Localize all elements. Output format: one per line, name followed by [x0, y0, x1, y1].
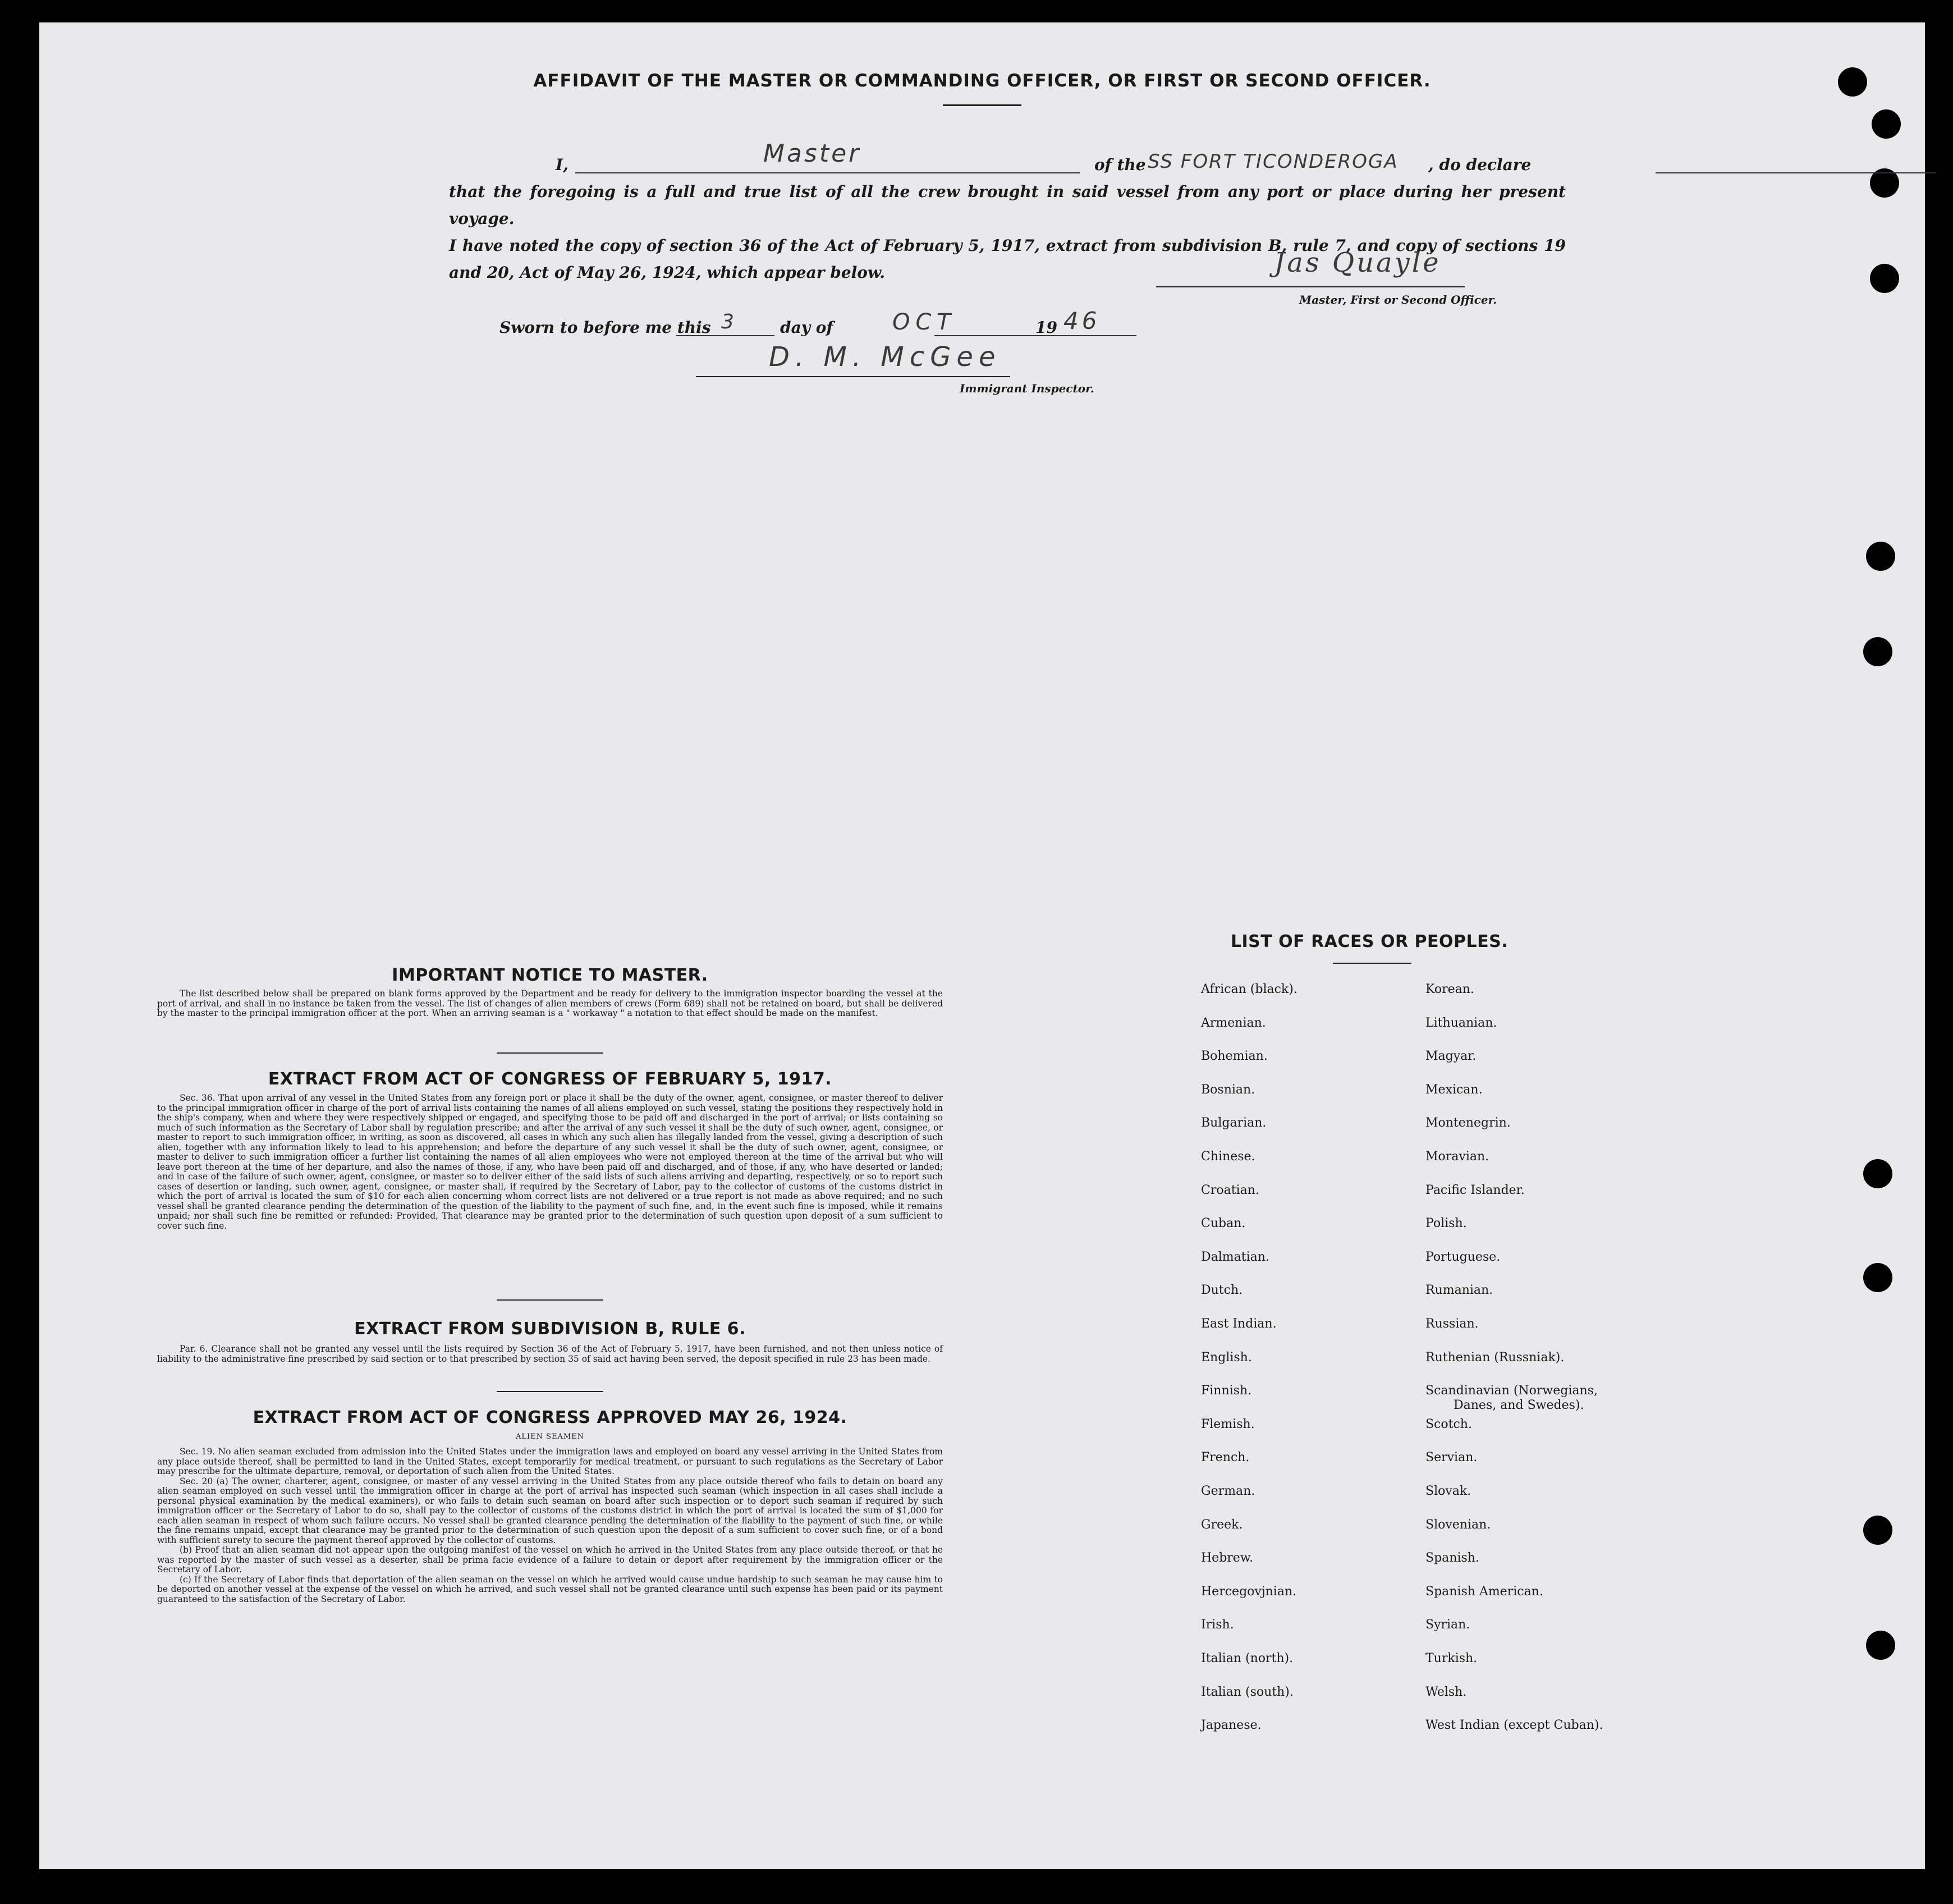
title-underline: [943, 104, 1021, 106]
extract-1924-text: [157, 1447, 943, 1604]
year-printed: 19: [1035, 318, 1057, 337]
document-page: [39, 22, 1925, 1869]
race-item-left: East Indian.: [1201, 1317, 1277, 1331]
race-item-right: Ruthenian (Russniak).: [1425, 1350, 1565, 1365]
race-item-right: Montenegrin.: [1425, 1116, 1511, 1130]
rule6-divider: [497, 1391, 603, 1392]
sworn-month-handwritten: OCT: [892, 309, 956, 335]
race-item-left: French.: [1201, 1450, 1250, 1465]
race-item-left: German.: [1201, 1484, 1255, 1498]
race-item-right: Welsh.: [1425, 1685, 1467, 1699]
punch-hole: [1872, 109, 1901, 139]
rule6-title: EXTRACT FROM SUBDIVISION B, RULE 6.: [354, 1319, 746, 1339]
sworn-line: [499, 307, 1229, 342]
sworn-pre: Sworn to before me this: [499, 318, 711, 337]
punch-hole: [1863, 1159, 1892, 1188]
race-item-right: Spanish.: [1425, 1551, 1479, 1566]
races-list: [1201, 982, 1706, 1768]
sec19-paragraph: Sec. 19. No alien seaman excluded from admission into the United States under the immigration laws and employed on board any vessel arriving in the United States from any place outside thereof, shall be permitted to land in the United States, except temporarily for medical treatment, or pursuant to such regulations as the Secretary of Labor may prescribe for the ultimate departure, removal, or deportation of such alien from the United States.: [157, 1447, 943, 1476]
race-item-left: Flemish.: [1201, 1417, 1255, 1431]
signature-caption: Master, First or Second Officer.: [1299, 293, 1497, 306]
races-underline: [1333, 963, 1411, 964]
race-item-right: Slovak.: [1425, 1484, 1471, 1498]
day-of-label: day of: [780, 318, 833, 337]
line1-post: , do declare: [1428, 155, 1532, 174]
sec36-paragraph: Sec. 36. That upon arrival of any vessel in the United States from any foreign port or place it shall be the duty of the owner, agent, consignee, or master thereof to deliver to the principal immigration officer in charge of the port of arrival lists containing the names of all aliens employed on such vessel, stating the positions they respectively hold in the ship's company, when and where they were respectively shipped or engaged, and specifying those to be paid off and discharged in the port of arrival; or lists containing so much of such information as the Secretary of Labor shall by regulation prescribe; and after the arrival of any such vessel it shall be the duty of such owner, agent, consignee, or master to report to such immigration officer, in writing, as soon as discovered, all cases in which any such alien has illegally landed from the vessel, giving a description of such alien, together with any information likely to lead to his apprehension; and before the departure of any such vessel it shall be the duty of such owner, agent, consignee, or master to deliver to such immigration officer a further list containing the names of all alien employees who were not employed thereon at the time of the arrival but who will leave port thereon at the time of her departure, and also the names of those, if any, who have been paid off and discharged, and of those, if any, who have deserted or landed; and in case of the failure of such owner, agent, consignee, or master so to deliver either of the said lists of such aliens arriving and departing, respectively, or so to report such cases of desertion or landing, such owner, agent, consignee, or master shall, if required by the Secretary of Labor, pay to the collector of customs of the customs district in which the port of arrival is located the sum of $10 for each alien concerning whom correct lists are not delivered or a true report is not made as above required; and no such vessel shall be granted clearance pending the determination of the question of the liability to the payment of such fine, and, in the event such fine is imposed, while it remains unpaid; nor shall such fine be remitted or refunded: Provided, That clearance may be granted prior to the determination of such question upon deposit of a sum sufficient to cover such fine.: [157, 1093, 943, 1231]
punch-hole: [1863, 1516, 1892, 1545]
vessel-blank: [1656, 155, 1936, 173]
punch-hole: [1866, 1631, 1895, 1660]
extract-1917-text: [157, 1093, 943, 1231]
race-item-right: Scandinavian (Norwegians,: [1425, 1384, 1598, 1398]
notice-text: [157, 989, 943, 1019]
rule6-paragraph: Par. 6. Clearance shall not be granted any vessel until the lists required by Section 36 of the Act of February 5, 1917, have been furnished, and not then unless notice of liability to the administrative fine prescribed by said section or to that prescribed by section 35 of said act having been served, the deposit specified in rule 23 has been made.: [157, 1344, 943, 1364]
race-item-left: Dutch.: [1201, 1283, 1243, 1298]
sec20a-paragraph: Sec. 20 (a) The owner, charterer, agent, consignee, or master of any vessel arriving in the United States from any place outside thereof who fails to detain on board any alien seaman employed on such vessel until the immigration officer in charge at the port of arrival has inspected such seaman (which inspection in all cases shall include a personal physical examination by the medical examiners), or who fails to detain such seaman on board after such inspection or to deport such seaman if required by such immigration officer or the Secretary of Labor to do so, shall pay to the collector of customs of the customs district in which the port of arrival is located the sum of $1,000 for each alien seaman in respect of whom such failure occurs. No vessel shall be granted clearance pending the determination of the liability to the payment of such fine, or while the fine remains unpaid, except that clearance may be granted prior to the determination of such question upon the deposit of a sum sufficient to cover such fine, or of a bond with sufficient surety to secure the payment thereof approved by the collector of customs.: [157, 1476, 943, 1545]
affidavit-line1: [449, 139, 1566, 178]
race-item-left: Italian (north).: [1201, 1651, 1294, 1665]
race-item-left: Chinese.: [1201, 1150, 1255, 1164]
race-item-right: Mexican.: [1425, 1082, 1483, 1097]
race-item-right-continuation: Danes, and Swedes).: [1454, 1398, 1584, 1413]
race-item-left: Bohemian.: [1201, 1049, 1268, 1064]
race-item-right: Korean.: [1425, 982, 1474, 996]
extract-1917-divider: [497, 1299, 603, 1301]
race-item-left: Bosnian.: [1201, 1082, 1255, 1097]
line1-of: of the: [1094, 155, 1146, 174]
affidavit-line2: that the foregoing is a full and true list of all the crew brought in said vessel from any port or place during her present voyage.: [449, 182, 1566, 228]
race-item-right: Slovenian.: [1425, 1517, 1491, 1532]
notice-title: IMPORTANT NOTICE TO MASTER.: [392, 965, 708, 985]
race-item-left: Finnish.: [1201, 1384, 1252, 1398]
race-item-right: Turkish.: [1425, 1651, 1478, 1665]
affidavit-line3: I have noted the copy of section 36 of the Act of February 5, 1917, extract from subdivision B, rule 7, and copy of sections 19: [449, 236, 1566, 255]
inspector-line: [696, 376, 1010, 377]
race-item-right: Russian.: [1425, 1317, 1479, 1331]
sec20c-paragraph: (c) If the Secretary of Labor finds that deportation of the alien seaman on the vessel on which he arrived would cause undue hardship to such seaman he may cause him to be deported on another vessel at the expense of the vessel on which he arrived, and such vessel shall not be granted clearance until such expense has been paid or its payment guaranteed to the satisfaction of the Secretary of Labor.: [157, 1574, 943, 1604]
line1-pre: I,: [556, 155, 569, 174]
race-item-left: Japanese.: [1201, 1718, 1262, 1733]
race-item-left: Hercegovjnian.: [1201, 1584, 1297, 1599]
race-item-right: Lithuanian.: [1425, 1015, 1497, 1030]
race-item-left: Dalmatian.: [1201, 1250, 1269, 1264]
sec20b-paragraph: (b) Proof that an alien seaman did not appear upon the outgoing manifest of the vessel on which he arrived in the United States from any place outside thereof, or that he was reported by the master of such vessel as a deserter, shall be prima facie evidence of a failure to detain or deport after requirement by the immigration officer or the Secretary of Labor.: [157, 1545, 943, 1575]
race-item-right: Magyar.: [1425, 1049, 1477, 1064]
race-item-right: Servian.: [1425, 1450, 1478, 1465]
race-item-left: African (black).: [1201, 982, 1298, 996]
race-item-right: Syrian.: [1425, 1618, 1470, 1632]
sworn-day-handwritten: 3: [721, 310, 736, 333]
race-item-left: Croatian.: [1201, 1183, 1259, 1197]
race-item-left: Italian (south).: [1201, 1685, 1294, 1699]
race-item-right: Scotch.: [1425, 1417, 1472, 1431]
race-item-right: Pacific Islander.: [1425, 1183, 1525, 1197]
notice-divider: [497, 1052, 603, 1054]
race-item-right: Spanish American.: [1425, 1584, 1543, 1599]
race-item-left: English.: [1201, 1350, 1252, 1365]
inspector-caption: Immigrant Inspector.: [960, 382, 1094, 395]
extract-1924-subtitle: ALIEN SEAMEN: [515, 1432, 585, 1441]
punch-hole: [1863, 637, 1892, 666]
races-title: LIST OF RACES OR PEOPLES.: [1230, 932, 1509, 951]
signature-line: [1156, 286, 1465, 287]
race-item-right: Portuguese.: [1425, 1250, 1501, 1264]
punch-hole: [1866, 542, 1895, 571]
race-item-right: Moravian.: [1425, 1150, 1489, 1164]
race-item-left: Greek.: [1201, 1517, 1243, 1532]
race-item-right: Polish.: [1425, 1216, 1467, 1231]
extract-1917-title: EXTRACT FROM ACT OF CONGRESS OF FEBRUARY 5, 1917.: [268, 1069, 832, 1089]
race-item-left: Cuban.: [1201, 1216, 1246, 1231]
affidavit-title: AFFIDAVIT OF THE MASTER OR COMMANDING OFFICER, OR FIRST OR SECOND OFFICER.: [533, 71, 1431, 91]
punch-hole: [1863, 1263, 1892, 1292]
inspector-signature: D. M. McGee: [769, 341, 1001, 373]
race-item-left: Irish.: [1201, 1618, 1234, 1632]
race-item-left: Bulgarian.: [1201, 1116, 1267, 1130]
race-item-right: West Indian (except Cuban).: [1425, 1718, 1603, 1733]
extract-1924-title: EXTRACT FROM ACT OF CONGRESS APPROVED MAY 26, 1924.: [253, 1408, 847, 1427]
vessel-handwritten: SS FORT TICONDEROGA: [1148, 150, 1399, 173]
rule6-text: [157, 1344, 943, 1364]
race-item-left: Hebrew.: [1201, 1551, 1254, 1566]
name-handwritten: Master: [763, 139, 861, 168]
race-item-right: Rumanian.: [1425, 1283, 1493, 1298]
master-signature: Jas Quayle: [1274, 247, 1441, 278]
year-handwritten: 46: [1063, 307, 1101, 335]
race-item-left: Armenian.: [1201, 1015, 1266, 1030]
notice-paragraph: The list described below shall be prepared on blank forms approved by the Department and be ready for delivery to the immigration inspector boarding the vessel at the port of arrival, and shall in no instance be taken from the vessel. The list of changes of alien members of crews (Form 689) shall not be retained on board, but shall be delivered by the master to the principal immigration officer at the port. When an arriving seaman is a " workaway " a notation to that effect should be made on the manifest.: [157, 988, 943, 1018]
affidavit-line4: and 20, Act of May 26, 1924, which appear below.: [449, 263, 885, 282]
punch-hole: [1870, 264, 1899, 293]
